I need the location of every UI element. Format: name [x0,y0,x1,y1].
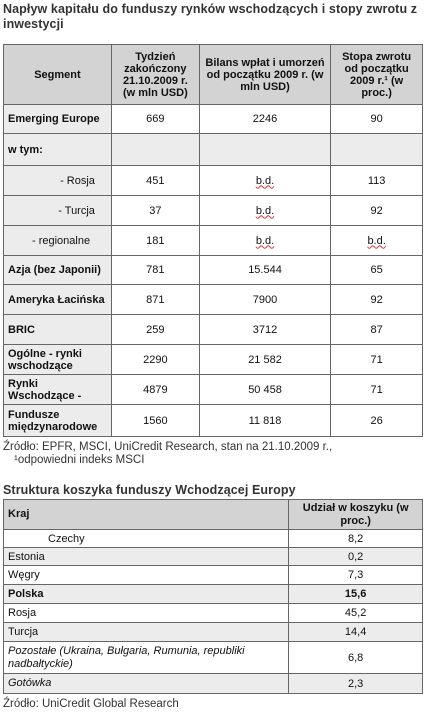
week-cell: 451 [111,166,199,196]
country-cell: Rosja [4,604,289,623]
return-cell: 92 [331,196,423,226]
country-cell: Gotówka [4,674,289,694]
share-cell: 45,2 [289,604,423,623]
table-header-row [4,500,423,530]
segment-cell: Fundusze międzynarodowe [4,405,112,437]
country-cell: Pozostałe (Ukraina, Bułgaria, Rumunia, republiki nadbałtyckie) [4,642,289,674]
table-row [4,256,423,285]
bd-text: b.d. [255,174,275,187]
source-note-footnote: ¹odpowiedni indeks MSCI [14,454,145,466]
header-country: Kraj [4,500,289,530]
header-share: Udział w koszyku (w proc.) [289,500,423,530]
share-cell: 2,3 [289,674,423,694]
table-row [4,405,423,437]
header-segment: Segment [4,45,112,105]
table-row [4,623,423,642]
return-cell: 26 [331,405,423,437]
return-cell [331,226,423,256]
return-cell [331,134,423,166]
table-row [4,315,423,345]
table-row [4,530,423,548]
balance-cell: 15.544 [199,256,330,285]
week-cell [111,134,199,166]
table-row [4,585,423,604]
week-cell: 181 [111,226,199,256]
bd-text: b.d. [367,234,386,247]
balance-cell [199,166,330,196]
week-cell: 781 [111,256,199,285]
table-row [4,105,423,134]
table-row [4,166,423,196]
balance-cell: 2246 [199,105,330,134]
header-return: Stopa zwrotu od początku 2009 r.¹ (w proc.) [331,45,423,105]
country-cell: Czechy [4,530,289,548]
segment-cell: Emerging Europe [4,105,112,134]
segment-cell: BRIC [4,315,112,345]
balance-cell: 3712 [199,315,330,345]
week-cell: 1560 [111,405,199,437]
table-header-row [4,45,423,105]
return-cell: 87 [331,315,423,345]
country-cell: Turcja [4,623,289,642]
segment-cell: - Rosja [4,166,112,196]
balance-cell: 50 458 [199,375,330,405]
return-cell: 113 [331,166,423,196]
table-row [4,196,423,226]
share-cell: 6,8 [289,642,423,674]
header-balance: Bilans wpłat i umorzeń od początku 2009 r. (w mln USD) [199,45,330,105]
segment-cell: Ogólne - rynki wschodzące [4,345,112,375]
bd-text: b.d. [255,234,275,247]
table-row [4,226,423,256]
return-cell: 71 [331,345,423,375]
section-title: Struktura koszyka funduszy Wchodzącej Europy [3,483,296,497]
segment-cell: Ameryka Łacińska [4,285,112,315]
share-cell: 15,6 [289,585,423,604]
balance-cell [199,226,330,256]
return-cell: 71 [331,375,423,405]
balance-cell [199,196,330,226]
return-cell: 92 [331,285,423,315]
week-cell: 871 [111,285,199,315]
table-row [4,285,423,315]
table-row [4,548,423,566]
week-cell: 4879 [111,375,199,405]
table-row [4,674,423,694]
table-row [4,375,423,405]
source-note-1: Źródło: EPFR, MSCI, UniCredit Research, stan na 21.10.2009 r., [3,441,333,453]
balance-cell: 11 818 [199,405,330,437]
share-cell: 0,2 [289,548,423,566]
week-cell: 259 [111,315,199,345]
balance-cell: 7900 [199,285,330,315]
segment-cell: - Turcja [4,196,112,226]
country-cell: Węgry [4,566,289,585]
share-cell: 7,3 [289,566,423,585]
week-cell: 37 [111,196,199,226]
table-row [4,566,423,585]
share-cell: 14,4 [289,623,423,642]
table-row [4,604,423,623]
share-cell: 8,2 [289,530,423,548]
country-cell: Estonia [4,548,289,566]
table-row [4,345,423,375]
basket-structure-table [3,499,423,694]
capital-flows-table [3,44,423,437]
table-row [4,642,423,674]
bd-text: b.d. [255,204,275,217]
header-week: Tydzień zakończony 21.10.2009 r. (w mln USD) [111,45,199,105]
week-cell: 2290 [111,345,199,375]
return-cell: 90 [331,105,423,134]
segment-cell: Azja (bez Japonii) [4,256,112,285]
table-row [4,134,423,166]
return-cell: 65 [331,256,423,285]
source-note-2: Źródło: UniCredit Global Research [3,698,179,710]
balance-cell [199,134,330,166]
country-cell: Polska [4,585,289,604]
segment-cell: w tym: [4,134,112,166]
balance-cell: 21 582 [199,345,330,375]
page-title: Napływ kapitału do funduszy rynków wschodzących i stopy zwrotu z inwestycji [3,2,418,31]
segment-cell: Rynki Wschodzące - [4,375,112,405]
week-cell: 669 [111,105,199,134]
segment-cell: - regionalne [4,226,112,256]
